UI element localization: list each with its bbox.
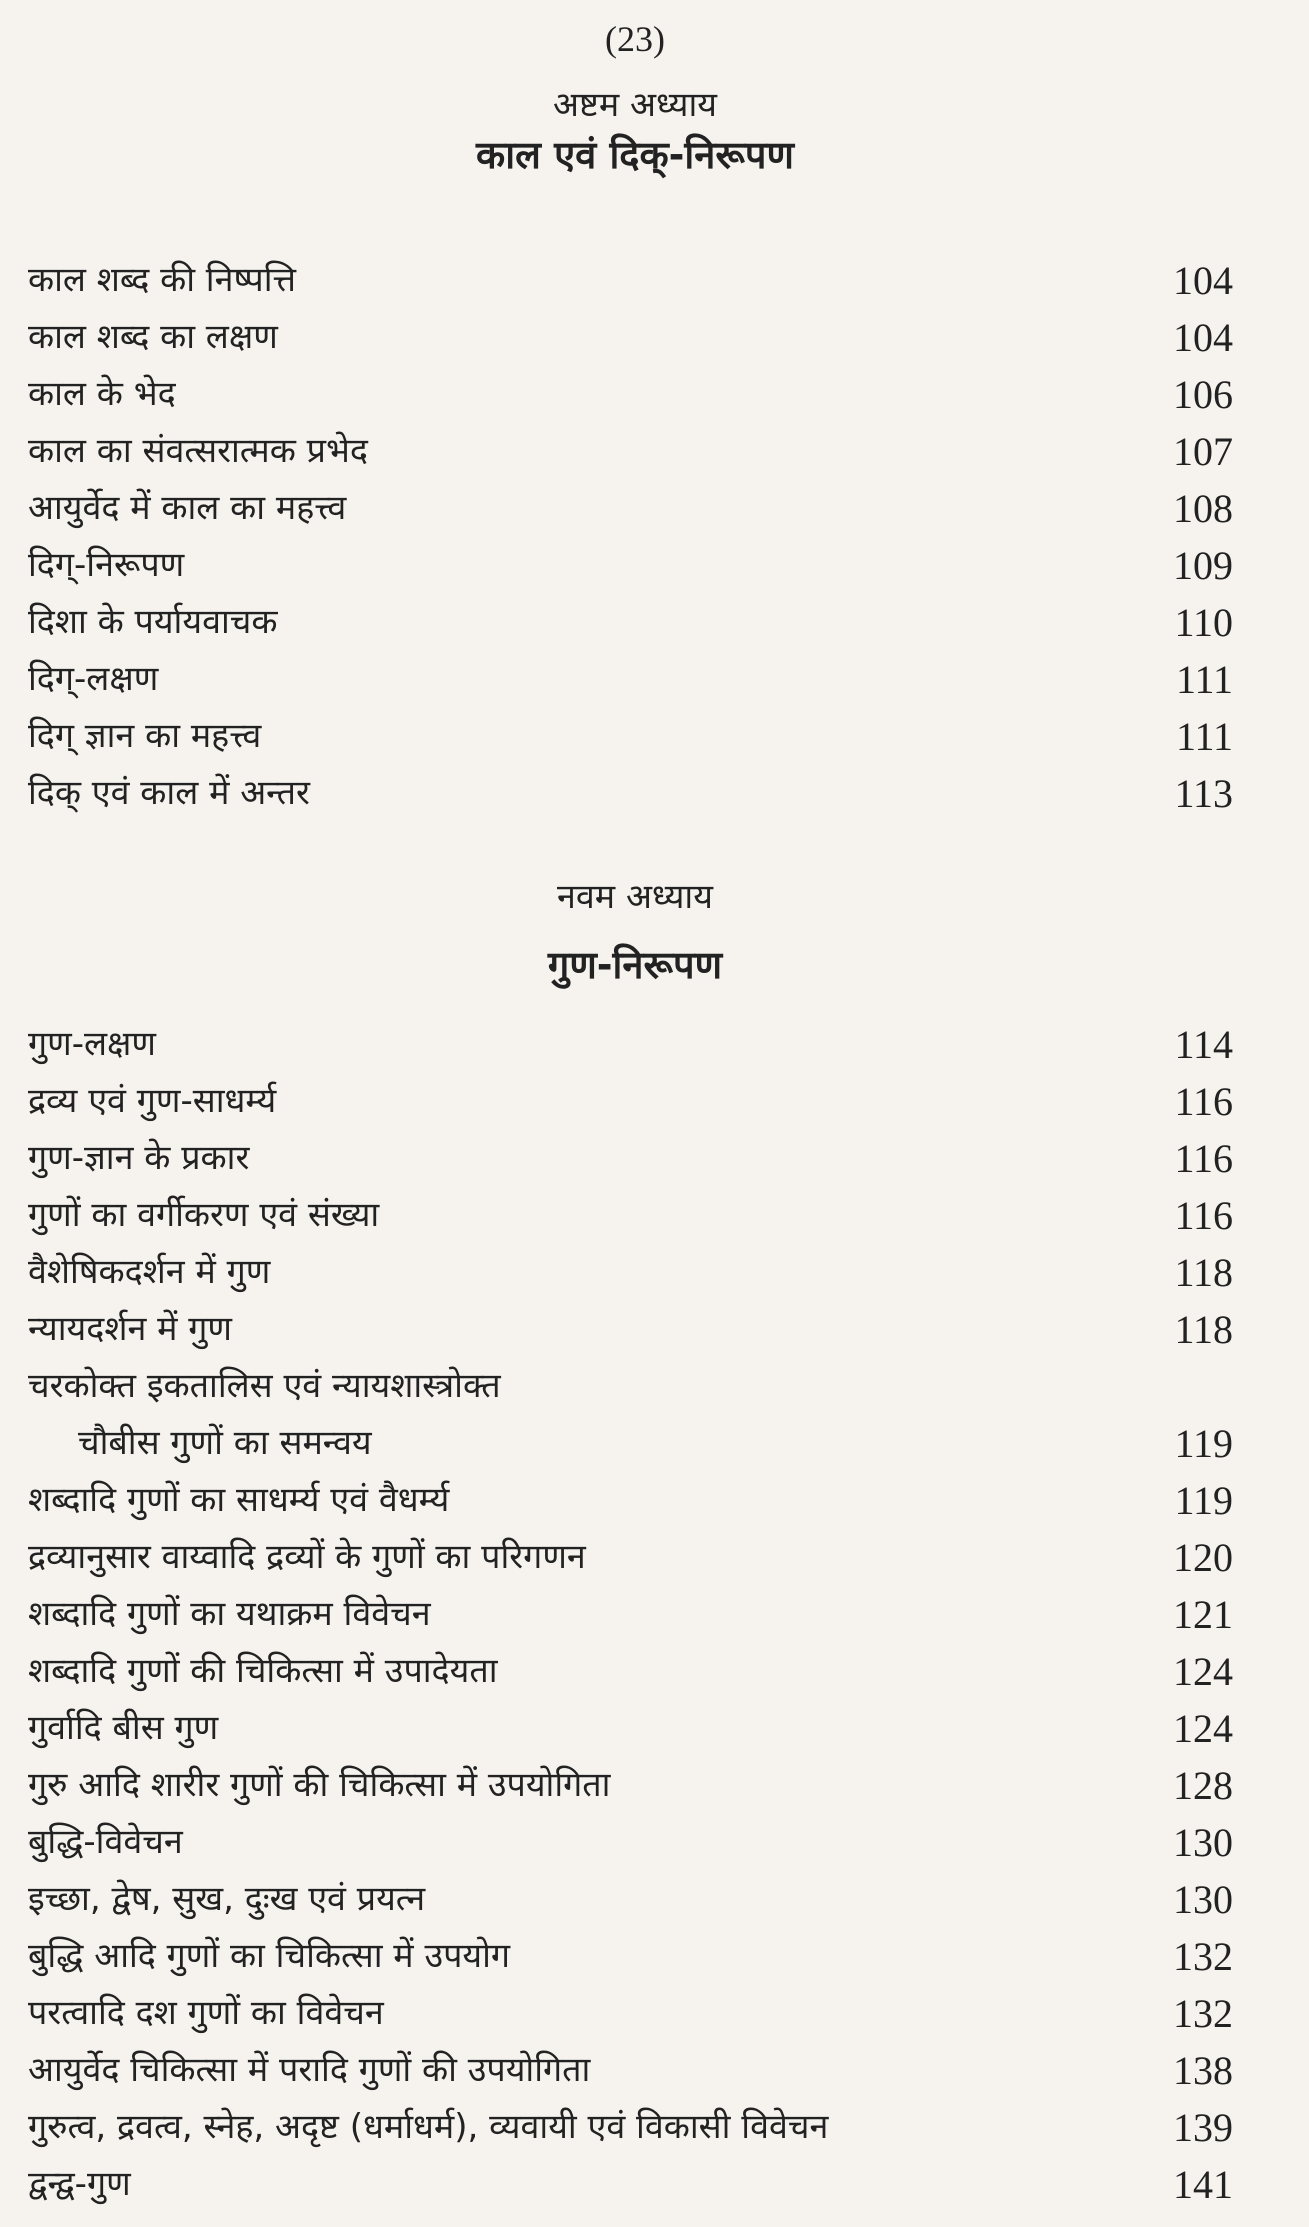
entry-page: 119 bbox=[1174, 1478, 1233, 1523]
page-number: (23) bbox=[605, 19, 665, 59]
chapter-label: नवम अध्याय bbox=[557, 877, 713, 917]
toc-entry[interactable] bbox=[28, 1700, 1233, 1757]
toc-entry[interactable] bbox=[28, 2156, 1233, 2213]
toc-entry[interactable] bbox=[28, 366, 1233, 423]
entry-page: 139 bbox=[1173, 2105, 1233, 2150]
entry-title: न्यायदर्शन में गुण bbox=[28, 1309, 232, 1349]
entry-page: 128 bbox=[1173, 1763, 1233, 1808]
toc-entry[interactable] bbox=[28, 765, 1233, 822]
entry-page: 132 bbox=[1173, 1991, 1233, 2036]
toc-entry[interactable] bbox=[28, 1415, 1233, 1472]
toc-entry[interactable] bbox=[28, 1016, 1233, 1073]
entry-page: 114 bbox=[1174, 1022, 1233, 1067]
entry-page: 116 bbox=[1174, 1193, 1233, 1238]
toc-entry[interactable] bbox=[28, 1871, 1233, 1928]
entry-title: आयुर्वेद में काल का महत्त्व bbox=[28, 488, 347, 528]
toc-entry[interactable] bbox=[28, 1073, 1233, 1130]
entry-title: गुरुत्व, द्रवत्व, स्नेह, अदृष्ट (धर्माधर्म), व्यवायी एवं विकासी विवेचन bbox=[28, 2107, 829, 2147]
entry-title: शब्दादि गुणों का यथाक्रम विवेचन bbox=[28, 1594, 431, 1634]
entry-title: वैशेषिकदर्शन में गुण bbox=[28, 1252, 271, 1292]
entry-page: 109 bbox=[1173, 543, 1233, 588]
entry-page: 118 bbox=[1174, 1307, 1233, 1352]
toc-entry[interactable] bbox=[28, 1586, 1233, 1643]
entry-title: गुण-ज्ञान के प्रकार bbox=[28, 1138, 250, 1178]
chapter-label: अष्टम अध्याय bbox=[553, 85, 717, 125]
entry-title: दिग्-निरूपण bbox=[28, 545, 185, 585]
toc-entry[interactable] bbox=[28, 1358, 1233, 1415]
entry-title: गुणों का वर्गीकरण एवं संख्या bbox=[28, 1195, 380, 1235]
toc-entry[interactable] bbox=[28, 651, 1233, 708]
entry-page: 119 bbox=[1174, 1421, 1233, 1466]
entry-page: 116 bbox=[1174, 1079, 1233, 1124]
entry-page: 121 bbox=[1173, 1592, 1233, 1637]
entry-title: दिग् ज्ञान का महत्त्व bbox=[28, 716, 262, 756]
toc-entry[interactable] bbox=[28, 309, 1233, 366]
toc-entry[interactable] bbox=[28, 423, 1233, 480]
entry-title: बुद्धि आदि गुणों का चिकित्सा में उपयोग bbox=[28, 1936, 511, 1976]
entry-title: द्वन्द्व-गुण bbox=[28, 2164, 131, 2204]
entry-page: 124 bbox=[1173, 1706, 1233, 1751]
entry-title: गुरु आदि शारीर गुणों की चिकित्सा में उपयोगिता bbox=[28, 1765, 611, 1805]
entry-title: काल का संवत्सरात्मक प्रभेद bbox=[28, 431, 368, 471]
entry-title: शब्दादि गुणों की चिकित्सा में उपादेयता bbox=[28, 1651, 498, 1691]
toc-entry[interactable] bbox=[28, 708, 1233, 765]
chapter-title: काल एवं दिक्-निरूपण bbox=[476, 133, 794, 177]
entry-title: काल के भेद bbox=[28, 374, 176, 414]
entry-title: द्रव्य एवं गुण-साधर्म्य bbox=[28, 1081, 277, 1121]
entry-page: 130 bbox=[1173, 1820, 1233, 1865]
toc-entry[interactable] bbox=[28, 2042, 1233, 2099]
entry-title: द्रव्यानुसार वाय्वादि द्रव्यों के गुणों का परिगणन bbox=[28, 1537, 586, 1577]
chapter-entries bbox=[28, 1016, 1233, 2213]
entry-title: काल शब्द का लक्षण bbox=[28, 317, 278, 357]
entry-title: शब्दादि गुणों का साधर्म्य एवं वैधर्म्य bbox=[28, 1480, 450, 1520]
toc-entry[interactable] bbox=[28, 1472, 1233, 1529]
chapter-entries bbox=[28, 252, 1233, 822]
entry-page: 104 bbox=[1173, 258, 1233, 303]
entry-title: बुद्धि-विवेचन bbox=[28, 1822, 183, 1862]
entry-page: 124 bbox=[1173, 1649, 1233, 1694]
toc-entry[interactable] bbox=[28, 1814, 1233, 1871]
toc-entry[interactable] bbox=[28, 594, 1233, 651]
entry-page: 138 bbox=[1173, 2048, 1233, 2093]
toc-entry[interactable] bbox=[28, 1187, 1233, 1244]
entry-page: 110 bbox=[1174, 600, 1233, 645]
entry-page: 120 bbox=[1173, 1535, 1233, 1580]
toc-entry[interactable] bbox=[28, 1643, 1233, 1700]
toc-entry[interactable] bbox=[28, 2099, 1233, 2156]
entry-page: 111 bbox=[1175, 657, 1233, 702]
entry-title: काल शब्द की निष्पत्ति bbox=[28, 260, 297, 300]
entry-title: दिक् एवं काल में अन्तर bbox=[28, 773, 310, 813]
toc-entry[interactable] bbox=[28, 1928, 1233, 1985]
entry-page: 107 bbox=[1173, 429, 1233, 474]
entry-page: 108 bbox=[1173, 486, 1233, 531]
chapter-title: गुण-निरूपण bbox=[547, 943, 723, 987]
entry-page: 141 bbox=[1173, 2162, 1233, 2207]
entry-title: गुण-लक्षण bbox=[28, 1024, 157, 1064]
entry-page: 116 bbox=[1174, 1136, 1233, 1181]
toc-entry[interactable] bbox=[28, 1985, 1233, 2042]
entry-page: 130 bbox=[1173, 1877, 1233, 1922]
toc-entry[interactable] bbox=[28, 1130, 1233, 1187]
entry-page: 104 bbox=[1173, 315, 1233, 360]
entry-title: दिग्-लक्षण bbox=[28, 659, 159, 699]
entry-title: दिशा के पर्यायवाचक bbox=[28, 602, 278, 642]
entry-page: 111 bbox=[1175, 714, 1233, 759]
entry-page: 106 bbox=[1173, 372, 1233, 417]
entry-title: इच्छा, द्वेष, सुख, दुःख एवं प्रयत्न bbox=[28, 1879, 426, 1919]
entry-title: गुर्वादि बीस गुण bbox=[28, 1708, 219, 1748]
entry-title: चरकोक्त इकतालिस एवं न्यायशास्त्रोक्त bbox=[28, 1366, 501, 1406]
toc-entry[interactable] bbox=[28, 537, 1233, 594]
entry-page: 132 bbox=[1173, 1934, 1233, 1979]
toc-entry[interactable] bbox=[28, 1529, 1233, 1586]
entry-page: 113 bbox=[1174, 771, 1233, 816]
entry-page: 118 bbox=[1174, 1250, 1233, 1295]
toc-entry[interactable] bbox=[28, 1301, 1233, 1358]
entry-title: आयुर्वेद चिकित्सा में परादि गुणों की उपयोगिता bbox=[28, 2050, 591, 2090]
toc-entry[interactable] bbox=[28, 1244, 1233, 1301]
toc-entry[interactable] bbox=[28, 480, 1233, 537]
toc-entry[interactable] bbox=[28, 1757, 1233, 1814]
toc-entry[interactable] bbox=[28, 252, 1233, 309]
entry-title: चौबीस गुणों का समन्वय bbox=[78, 1423, 372, 1463]
entry-title: परत्वादि दश गुणों का विवेचन bbox=[28, 1993, 384, 2033]
